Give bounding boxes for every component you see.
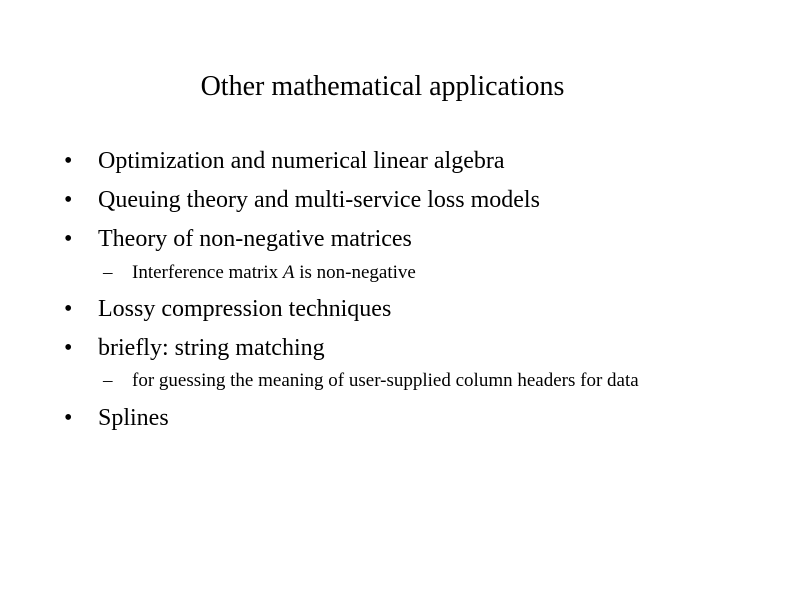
bullet-text: Splines (98, 405, 169, 431)
sub-bullet-text (132, 261, 416, 285)
matrix-variable: A (282, 262, 295, 283)
bullet-marker: • (64, 226, 73, 252)
text-before-variable: Interference matrix (132, 262, 283, 283)
text-after-variable: is non-negative (294, 262, 416, 283)
bullet-text: Optimization and numerical linear algebra (98, 148, 505, 174)
bullet-text: Lossy compression techniques (98, 296, 392, 322)
bullet-marker: • (64, 296, 73, 322)
bullet-text: briefly: string matching (98, 335, 325, 361)
sub-bullet-text: for guessing the meaning of user-supplied column headers for data (132, 370, 639, 391)
dash-marker: – (103, 370, 113, 391)
slide-title: Other mathematical applications (200, 71, 565, 102)
bullet-text: Theory of non-negative matrices (98, 226, 412, 252)
bullet-marker: • (64, 187, 73, 213)
dash-marker: – (103, 262, 113, 283)
bullet-marker: • (64, 335, 73, 361)
bullet-marker: • (64, 148, 73, 174)
bullet-text: Queuing theory and multi-service loss models (98, 187, 540, 213)
bullet-marker: • (64, 405, 73, 431)
